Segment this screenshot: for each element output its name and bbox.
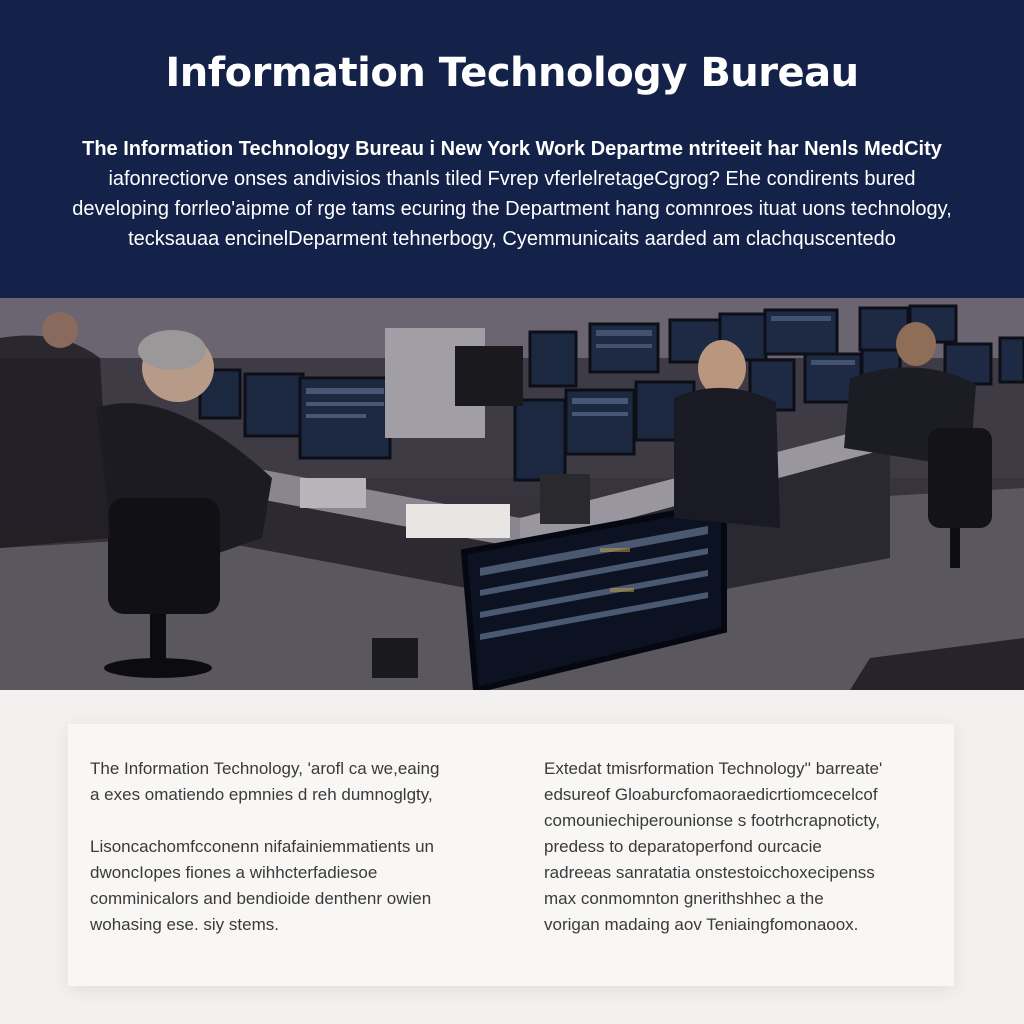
- text-line: vorigan madaing aov Teniaingfomonaoox.: [544, 915, 859, 934]
- text-line: edsureof Gloaburcfomaoraedicrtiomcecelcof: [544, 785, 878, 804]
- text-line: wohasing ese. siy stems.: [90, 915, 279, 934]
- operations-center-photo: [0, 298, 1024, 690]
- text-line: max conmomnton gnerithshhec a the: [544, 889, 824, 908]
- content-card: [68, 724, 954, 986]
- text-line: Lisoncachomfcconenn nifafainiemmatients un: [90, 837, 434, 856]
- text-line: radreeas sanratatia onstestoicchoxecipenss: [544, 863, 875, 882]
- photo-illustration: [0, 298, 1024, 690]
- intro-text: [40, 134, 984, 254]
- text-line: comouniechiperounionse s footrhcrapnoticty,: [544, 811, 881, 830]
- paragraph: [90, 756, 490, 808]
- intro-line: tecksauaa encinelDeparment tehnerbogy, Cyemmunicaits aarded am clachquscentedo: [128, 228, 896, 250]
- text-line: The Information Technology, 'arofl ca we,eaing: [90, 759, 440, 778]
- text-line: dwoncIopes fiones a wihhcterfadiesoe: [90, 863, 378, 882]
- intro-line: iafonrectiorve onses andivisios thanls tiled Fvrep vferlelretageCgrog? Ehe condirents bured: [108, 168, 916, 190]
- page-title: Information Technology Bureau: [165, 50, 859, 96]
- paragraph: [544, 756, 944, 938]
- content-column-left: [90, 756, 490, 964]
- text-line: comminicalors and bendioide denthenr owien: [90, 889, 432, 908]
- header-banner: [0, 0, 1024, 298]
- text-line: predess to deparatoperfond ourcacie: [544, 837, 822, 856]
- intro-line: developing forrleo'aipme of rge tams ecuring the Department hang comnroes ituat uons technology,: [72, 198, 952, 220]
- text-line: a exes omatiendo epmnies d reh dumnoglgty,: [90, 785, 433, 804]
- intro-line: The Information Technology Bureau i New York Work Departme ntriteeit har Nenls MedCity: [82, 138, 942, 160]
- content-column-right: [544, 756, 944, 964]
- paragraph: [90, 834, 490, 938]
- text-line: Extedat tmisrformation Technology'' barreate': [544, 759, 883, 778]
